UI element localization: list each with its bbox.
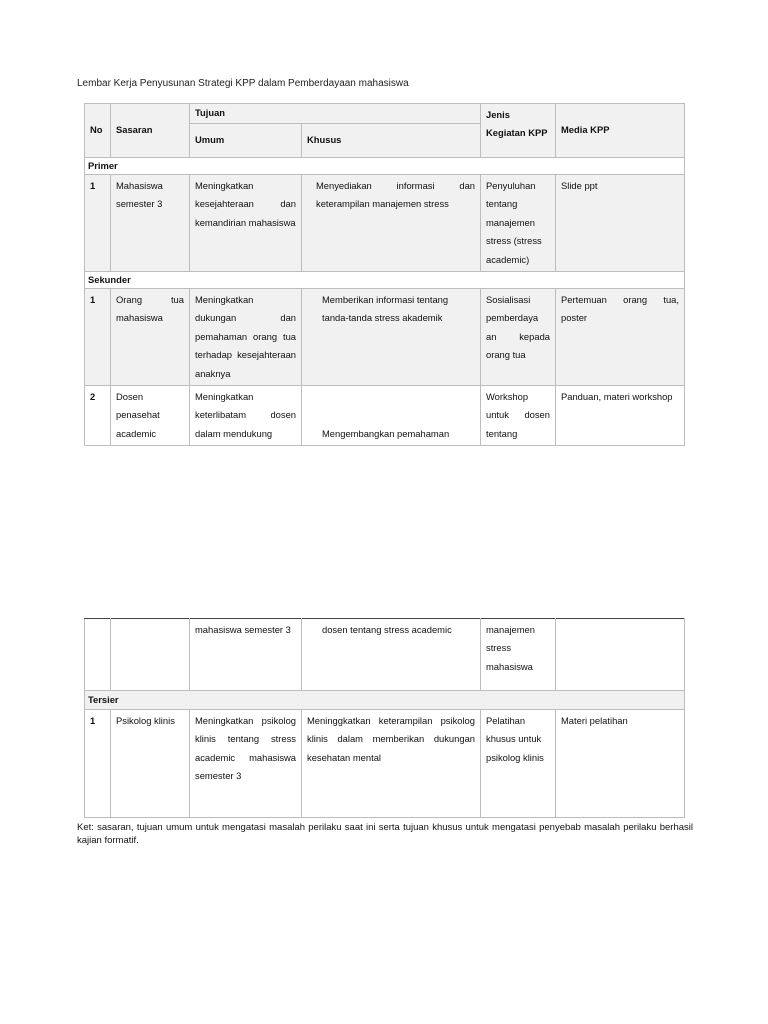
row-jenis-kegiatan: Sosialisasi pemberdaya an kepada orang tua xyxy=(481,289,556,386)
row-media: Materi pelatihan xyxy=(556,710,685,818)
row-jenis-kegiatan: Penyuluhan tentang manajemen stress (stress academic) xyxy=(481,175,556,272)
header-umum: Umum xyxy=(190,124,302,158)
row-tujuan-khusus: Mengembangkan pemahaman xyxy=(302,386,481,446)
row-sasaran-text: Psikolog klinis xyxy=(116,715,175,726)
row-no: 2 xyxy=(85,386,111,446)
row-tujuan-khusus: Meninggkatkan keterampilan psikolog klinis dalam memberikan dukungan kesehatan mental xyxy=(302,710,481,818)
row-tujuan-umum: Meningkatkan psikolog klinis tentang stress academic mahasiswa semester 3 xyxy=(190,710,302,818)
row-no: 1 xyxy=(85,289,111,386)
row-sasaran: Mahasiswa semester 3 xyxy=(111,175,190,272)
table-row xyxy=(85,175,685,272)
table-row xyxy=(85,386,685,446)
header-tujuan: Tujuan xyxy=(190,104,481,124)
row-tujuan-khusus: Menyediakan informasi dan keterampilan manajemen stress xyxy=(302,175,481,272)
header-khusus: Khusus xyxy=(302,124,481,158)
section-sekunder: Sekunder xyxy=(85,272,685,289)
table-row xyxy=(85,289,685,386)
row-sasaran xyxy=(111,710,190,818)
row-media: Panduan, materi workshop xyxy=(556,386,685,446)
row-jenis-kegiatan: Pelatihan khusus untuk psikolog klinis xyxy=(481,710,556,818)
footnote: Ket: sasaran, tujuan umum untuk mengatasi masalah perilaku saat ini serta tujuan khusus untuk mengatasi penyebab masalah perilaku berhasil kajian formatif. xyxy=(77,822,693,846)
document-title: Lembar Kerja Penyusunan Strategi KPP dalam Pemberdayaan mahasiswa xyxy=(77,78,409,89)
row-tujuan-umum: Meningkatkan dukungan dan pemahaman orang tua terhadap kesejahteraan anaknya xyxy=(190,289,302,386)
row-tujuan-khusus: Memberikan informasi tentang tanda-tanda stress akademik xyxy=(302,289,481,386)
strategy-table-part-1 xyxy=(84,103,685,446)
row-tujuan-khusus: dosen tentang stress academic xyxy=(302,619,481,691)
row-tujuan-umum: mahasiswa semester 3 xyxy=(190,619,302,691)
row-tujuan-umum: Meningkatkan kesejahteraan dan kemandirian mahasiswa xyxy=(190,175,302,272)
row-no: 1 xyxy=(85,710,111,818)
row-no-empty xyxy=(85,619,111,691)
strategy-table-part-2 xyxy=(84,618,685,818)
section-tersier: Tersier xyxy=(85,691,685,710)
header-media: Media KPP xyxy=(556,104,685,158)
row-media: Slide ppt xyxy=(556,175,685,272)
header-jenis-kegiatan: Jenis Kegiatan KPP xyxy=(481,104,556,158)
row-sasaran: Orang tua mahasiswa xyxy=(111,289,190,386)
table-row xyxy=(85,619,685,691)
row-jenis-kegiatan: manajemen stress mahasiswa xyxy=(481,619,556,691)
header-sasaran: Sasaran xyxy=(111,104,190,158)
row-sasaran-empty xyxy=(111,619,190,691)
row-no: 1 xyxy=(85,175,111,272)
section-primer: Primer xyxy=(85,158,685,175)
row-media-empty xyxy=(556,619,685,691)
row-sasaran: Dosen penasehat academic xyxy=(111,386,190,446)
row-tujuan-umum: Meningkatkan keterlibatam dosen dalam mendukung xyxy=(190,386,302,446)
row-jenis-kegiatan: Workshop untuk dosen tentang xyxy=(481,386,556,446)
row-media: Pertemuan orang tua, poster xyxy=(556,289,685,386)
table-row xyxy=(85,710,685,818)
header-no: No xyxy=(85,104,111,158)
